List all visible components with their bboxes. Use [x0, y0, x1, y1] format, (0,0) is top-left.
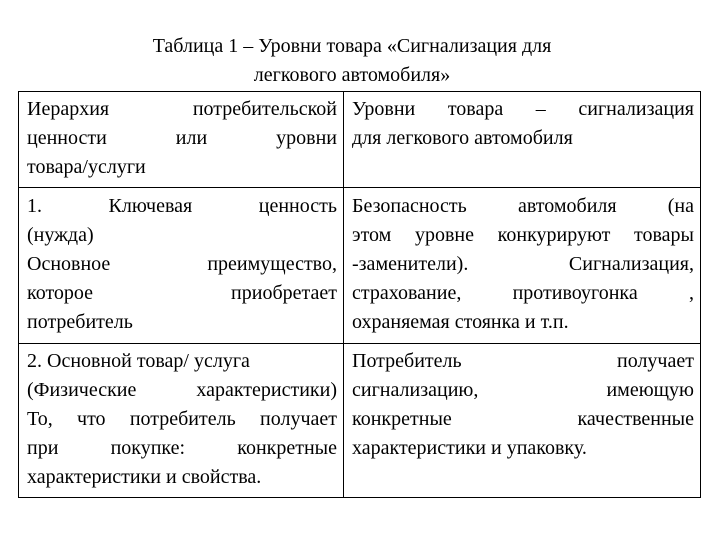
cell-text-line: 1. Ключевая ценность: [27, 195, 337, 217]
header-cell-levels: [344, 92, 701, 188]
cell-text-line: охраняемая стоянка и т.п.: [352, 311, 569, 333]
cell-text-line: потребитель: [27, 311, 133, 333]
cell-text-line: -заменители). Сигнализация,: [352, 253, 694, 275]
caption-line-1: Таблица 1 – Уровни товара «Сигнализация для: [152, 35, 552, 57]
table-row: [19, 344, 701, 498]
cell-text-line: конкретные качественные: [352, 408, 694, 430]
table-caption: [0, 32, 712, 90]
cell-text-line: Безопасность автомобиля (на: [352, 195, 694, 217]
cell-text-line: сигнализацию, имеющую: [352, 379, 694, 401]
row-1-level-cell: [19, 188, 344, 344]
cell-text-line: при покупке: конкретные: [27, 437, 337, 459]
row-2-description-cell: [344, 344, 701, 498]
cell-text-line: этом уровне конкурируют товары: [352, 224, 694, 246]
cell-text-line: характеристики и свойства.: [27, 466, 262, 488]
cell-text-line: ценности или уровни: [27, 127, 337, 149]
cell-text-line: которое приобретает: [27, 282, 337, 304]
row-2-level-cell: [19, 344, 344, 498]
cell-text-line: То, что потребитель получает: [27, 408, 337, 430]
caption-line-2: легкового автомобиля»: [253, 64, 451, 86]
cell-text-line: (нужда): [27, 224, 94, 246]
cell-text-line: страхование, противоугонка ,: [352, 282, 694, 304]
cell-text-line: характеристики и упаковку.: [352, 437, 587, 459]
cell-text-line: Иерархия потребительской: [27, 98, 337, 120]
cell-text-line: (Физические характеристики): [27, 379, 337, 401]
cell-text-line: для легкового автомобиля: [352, 127, 573, 149]
header-cell-hierarchy: [19, 92, 344, 188]
cell-text-line: товара/услуги: [27, 156, 146, 178]
table-row: [19, 188, 701, 344]
cell-text-line: Основное преимущество,: [27, 253, 337, 275]
product-levels-table: [18, 91, 701, 498]
cell-text-line: Уровни товара – сигнализация: [352, 98, 694, 120]
row-1-description-cell: [344, 188, 701, 344]
cell-text-line: Потребитель получает: [352, 350, 694, 372]
cell-text-line: 2. Основной товар/ услуга: [27, 350, 250, 372]
table-header-row: [19, 92, 701, 188]
